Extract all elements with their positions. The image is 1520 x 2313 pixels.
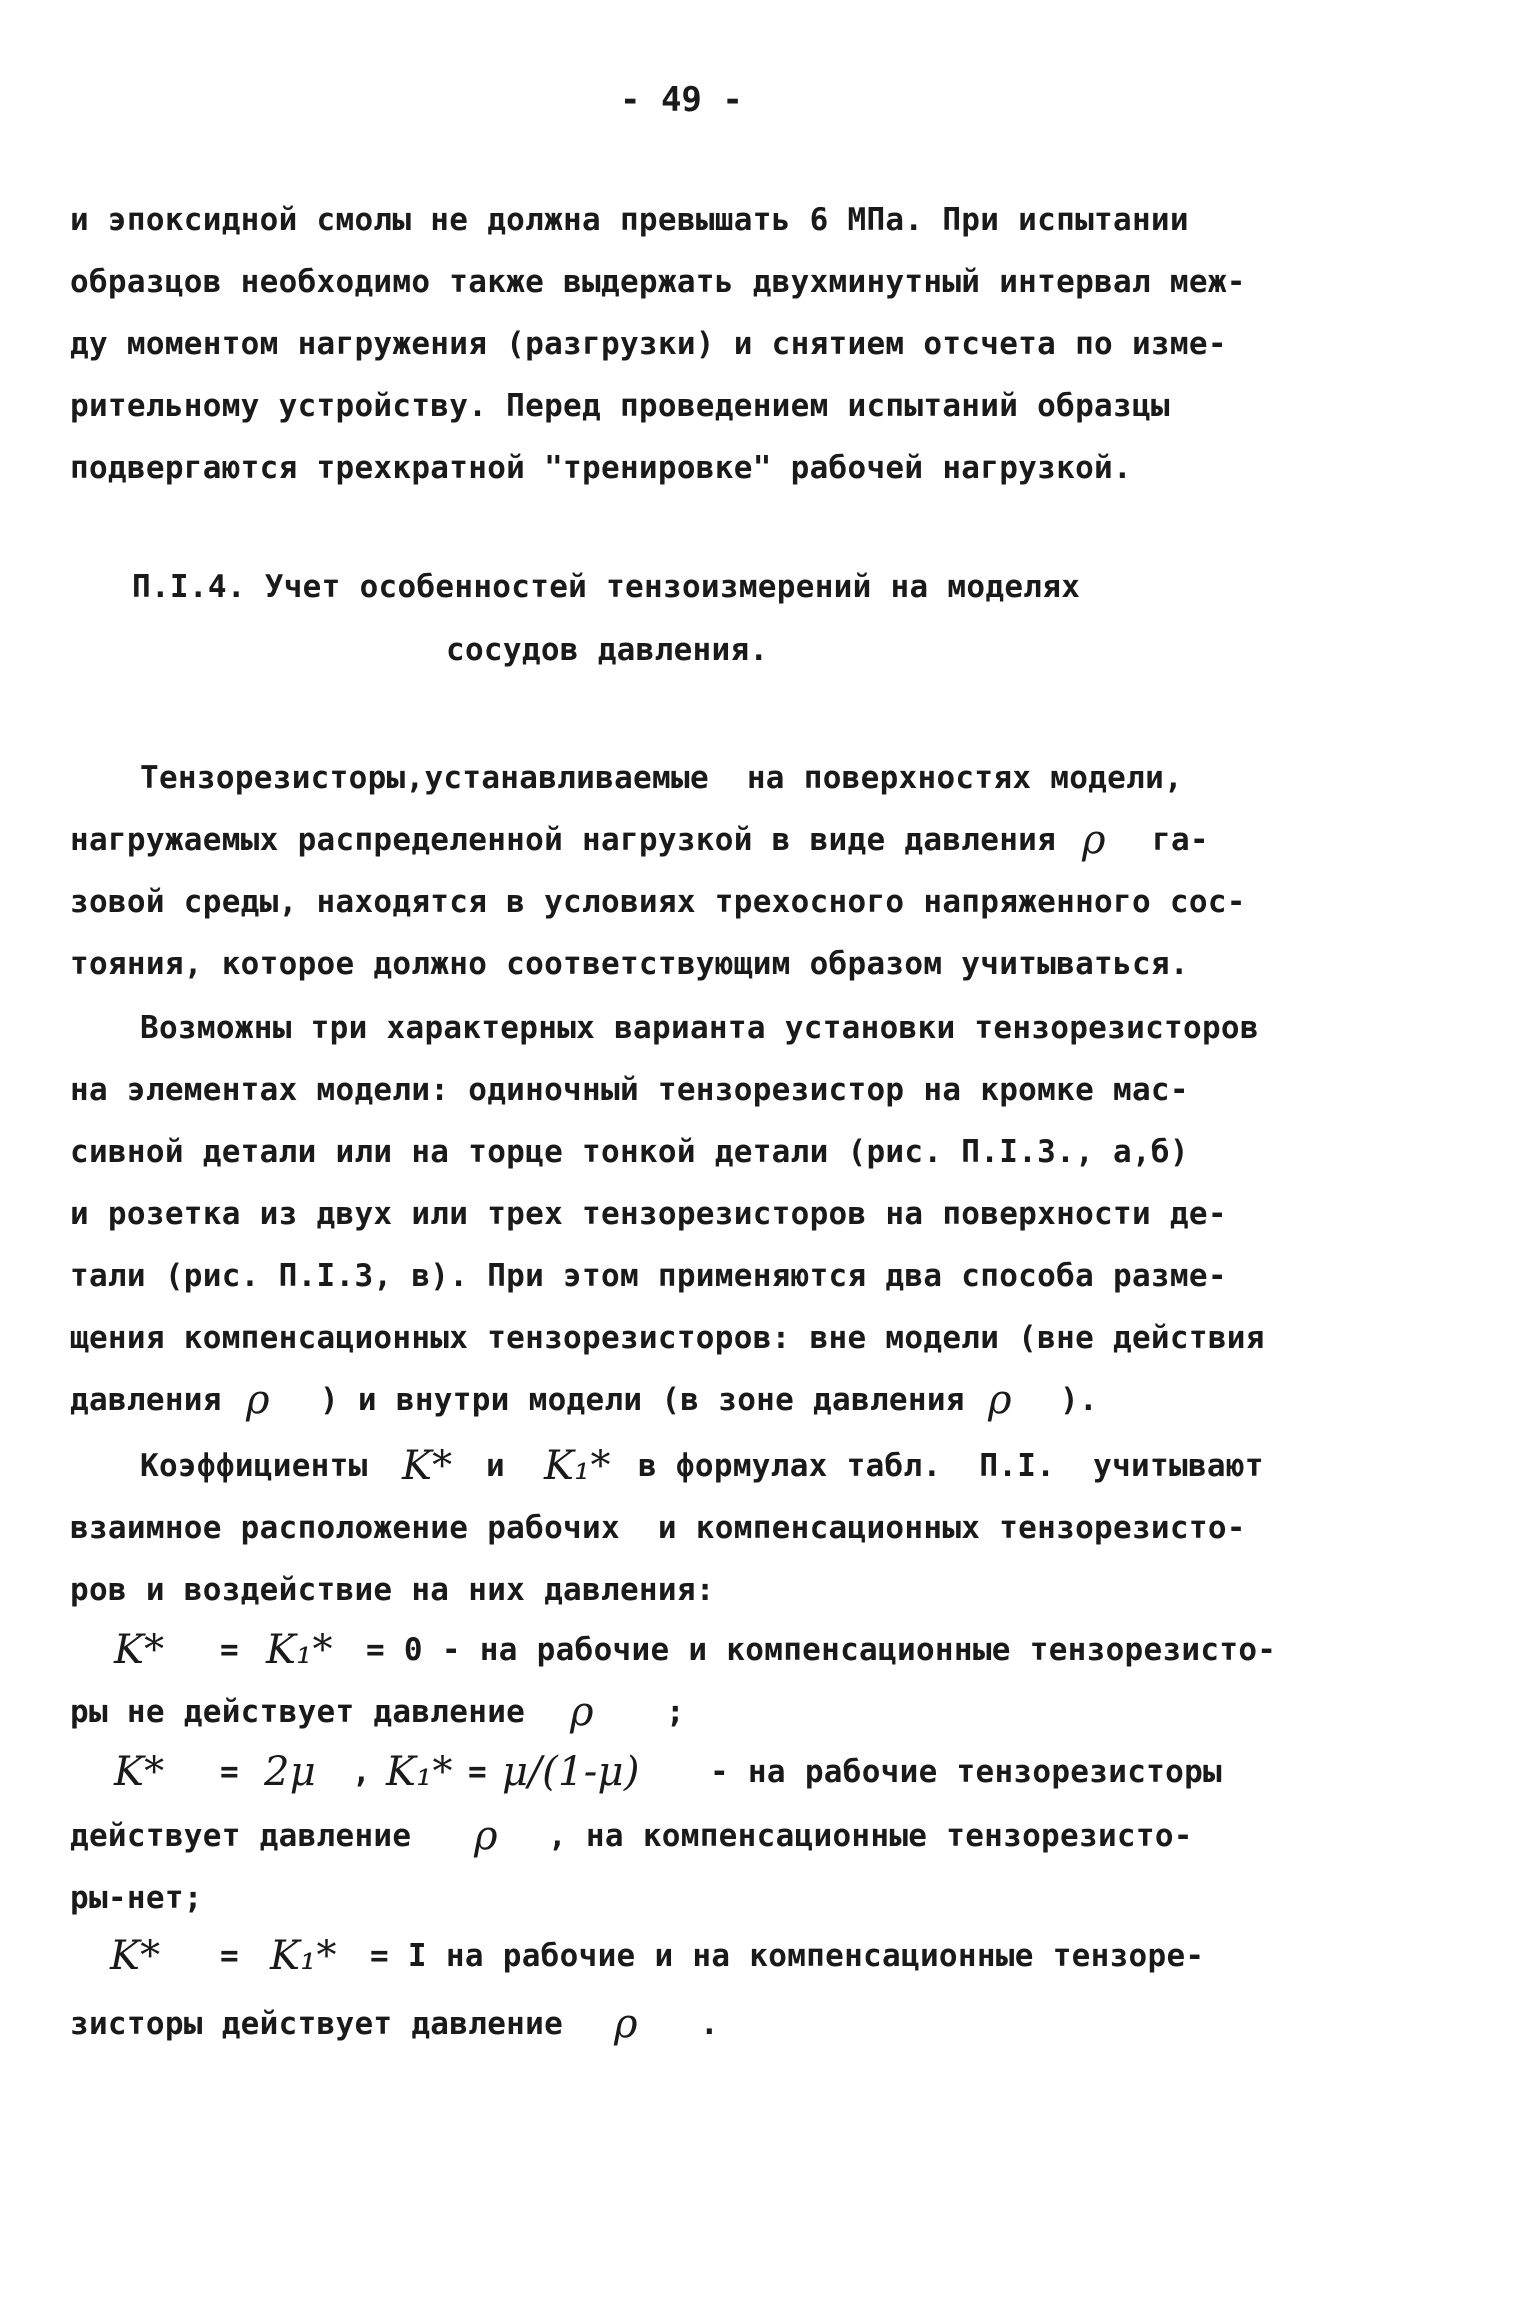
- text-segment: ).: [1060, 1382, 1098, 1418]
- text-segment: Коэффициенты: [140, 1448, 368, 1484]
- k-star-symbol: K*: [110, 1933, 161, 1979]
- k-star-symbol: K*: [114, 1749, 165, 1795]
- pressure-symbol: ρ: [614, 2001, 638, 2047]
- text-line-12: Возможны три характерных варианта установки тензорезисторов: [140, 1010, 1259, 1046]
- text-line-15: и розетка из двух или трех тензорезисторов на поверхности де-: [70, 1196, 1227, 1232]
- text-segment: зисторы действует давление: [70, 2006, 564, 2042]
- text-line-17: щения компенсационных тензорезисторов: вне модели (вне действия: [70, 1320, 1265, 1356]
- pressure-symbol: ρ: [474, 1813, 498, 1859]
- section-heading-line-1: П.I.4. Учет особенностей тензоизмерений на моделях: [132, 569, 1081, 605]
- text-segment: действует давление: [70, 1818, 412, 1854]
- text-line-3: ду моментом нагружения (разгрузки) и снятием отсчета по изме-: [70, 326, 1227, 362]
- text-line-11: тояния, которое должно соответствующим образом учитываться.: [70, 946, 1189, 982]
- text-segment: =: [220, 1938, 239, 1974]
- text-line-20: взаимное расположение рабочих и компенсационных тензорезисто-: [70, 1510, 1246, 1546]
- text-segment: ,: [352, 1754, 371, 1790]
- text-segment: ;: [666, 1694, 685, 1730]
- mu-fraction-symbol: μ/(1-μ): [502, 1749, 640, 1795]
- text-segment: .: [700, 2006, 719, 2042]
- text-segment: - на рабочие тензорезисторы: [710, 1754, 1223, 1790]
- k1-star-symbol: K₁*: [386, 1749, 453, 1795]
- text-line-8: Тензорезисторы,устанавливаемые на поверхностях модели,: [140, 760, 1183, 796]
- k1-star-symbol: K₁*: [544, 1443, 611, 1489]
- two-mu-symbol: 2μ: [264, 1749, 317, 1795]
- text-segment: = I на рабочие и на компенсационные тензоре-: [370, 1938, 1205, 1974]
- text-line-2: образцов необходимо также выдержать двухминутный интервал меж-: [70, 264, 1246, 300]
- text-line-4: рительному устройству. Перед проведением испытаний образцы: [70, 388, 1170, 424]
- text-segment: га-: [1152, 822, 1209, 858]
- text-line-1: и эпоксидной смолы не должна превышать 6 МПа. При испытании: [70, 202, 1189, 238]
- k1-star-symbol: K₁*: [270, 1933, 337, 1979]
- section-heading-line-2: сосудов давления.: [446, 632, 769, 668]
- text-line-9: [70, 817, 1270, 863]
- k1-star-symbol: K₁*: [266, 1627, 333, 1673]
- text-line-23: [70, 1689, 1270, 1735]
- text-line-21: ров и воздействие на них давления:: [70, 1572, 715, 1608]
- text-segment: =: [220, 1754, 239, 1790]
- text-line-18: [70, 1377, 1270, 1423]
- text-segment: =: [468, 1754, 487, 1790]
- text-segment: = 0 - на рабочие и компенсационные тензорезисто-: [366, 1632, 1277, 1668]
- text-line-16: тали (рис. П.I.3, в). При этом применяются два способа разме-: [70, 1258, 1227, 1294]
- text-segment: и: [486, 1448, 505, 1484]
- page-number: - 49 -: [620, 80, 743, 120]
- text-segment: ) и внутри модели (в зоне давления: [320, 1382, 965, 1418]
- text-line-10: зовой среды, находятся в условиях трехосного напряженного сос-: [70, 884, 1246, 920]
- text-line-5: подвергаются трехкратной "тренировке" рабочей нагрузкой.: [70, 450, 1132, 486]
- text-line-19: [140, 1443, 1340, 1489]
- text-line-26: ры-нет;: [70, 1880, 203, 1916]
- text-line-25: [70, 1813, 1270, 1859]
- text-line-28: [70, 2001, 1270, 2047]
- text-segment: ры не действует давление: [70, 1694, 526, 1730]
- text-line-13: на элементах модели: одиночный тензорезистор на кромке мас-: [70, 1072, 1189, 1108]
- pressure-symbol: ρ: [246, 1377, 270, 1423]
- text-segment: , на компенсационные тензорезисто-: [548, 1818, 1193, 1854]
- k-star-symbol: K*: [402, 1443, 453, 1489]
- pressure-symbol: ρ: [988, 1377, 1012, 1423]
- text-segment: в формулах табл. П.I. учитывают: [638, 1448, 1264, 1484]
- k-star-symbol: K*: [114, 1627, 165, 1673]
- pressure-symbol: ρ: [570, 1689, 594, 1735]
- text-segment: =: [220, 1632, 239, 1668]
- text-segment: нагружаемых распределенной нагрузкой в виде давления: [70, 822, 1057, 858]
- text-segment: давления: [70, 1382, 222, 1418]
- text-line-14: сивной детали или на торце тонкой детали (рис. П.I.3., а,б): [70, 1134, 1189, 1170]
- pressure-symbol: ρ: [1082, 817, 1106, 863]
